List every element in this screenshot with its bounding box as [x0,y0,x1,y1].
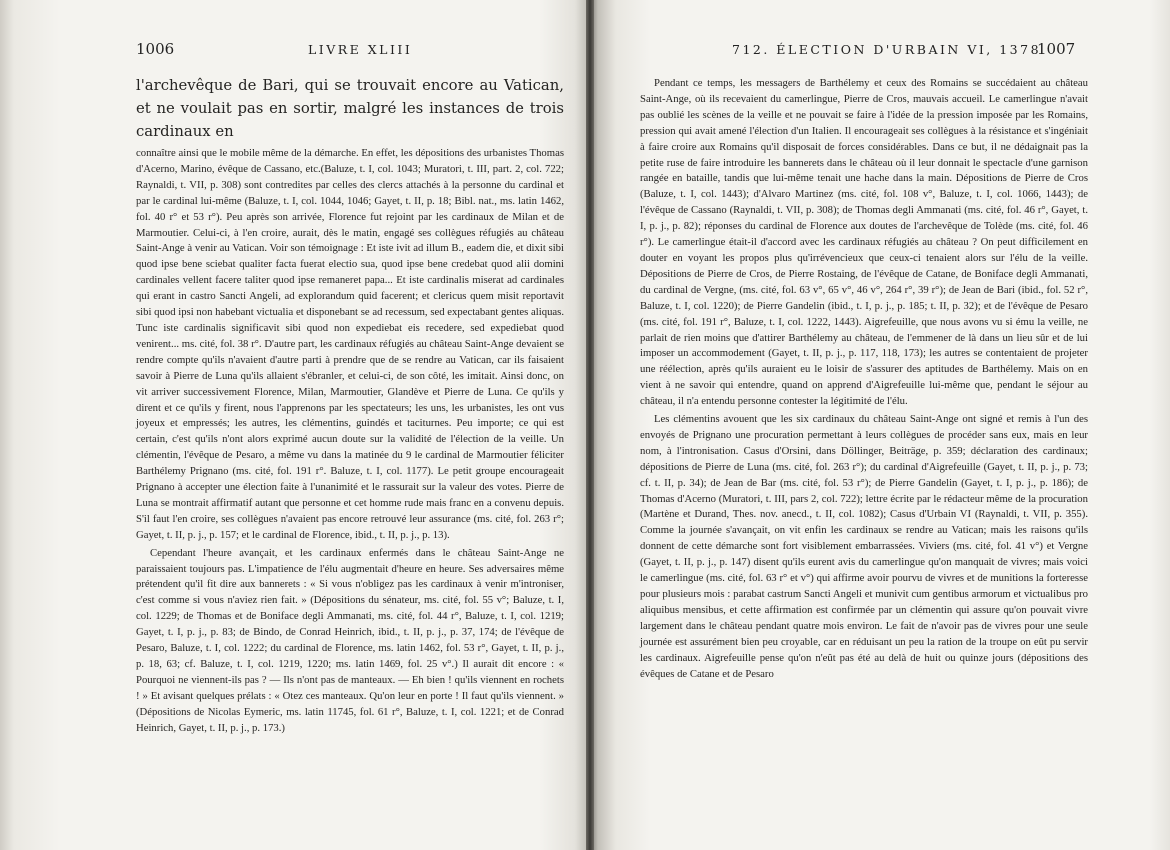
footnote-paragraph: Cependant l'heure avançait, et les cardinaux enfermés dans le château Saint-Ange ne paraissaient toujours pas. L'impatience de l'élu augmentait d'heure en heure. Ses adversaires même prétendent qu'il fit dire aux bannerets : « Si vous n'obligez pas les cardinaux à venir m'introniser, c'est comme si vous n'aviez rien fait. » (Dépositions du sénateur, ms. cité, fol. 55 v°; Baluze, t. I, col. 1229; de Thomas et de Boniface degli Ammanati, ms. cité, fol. 44 r°, Baluze, t. I, col. 1219; Gayet, t. I, p. j., p. 83; de Bindo, de Conrad Heinrich, ibid., t. II, p. j., p. 37, 174; de l'évêque de Pesaro, Baluze, t. I, col. 1222; du cardinal de Florence, ms. latin 1462, fol. 53 r°, Gayet, t. II, p. j., p. 18, 63; cf. Baluze, t. I, col. 1219, 1220; ms. latin 1469, fol. 25 v°.) Il aurait dit encore : « Pourquoi ne viennent-ils pas ? — Ils n'ont pas de manteaux. — Eh bien ! qu'ils viennent en rochets ! » Et avisant quelques prélats : « Otez ces manteaux. Qu'on leur en porte ! Il faut qu'ils viennent. » (Dépositions de Nicolas Eymeric, ms. latin 11745, fol. 61 r°, Baluze, t. I, col. 1221; et de Conrad Heinrich, Gayet, t. II, p. j., p. 173.) [136,546,564,734]
right-page [590,0,1170,850]
book-gutter [586,0,594,850]
right-body [640,74,1088,682]
running-head: 712. ÉLECTION D'URBAIN VI, 1378 [732,42,1042,57]
page-number: 1006 [136,40,175,58]
left-body [136,74,564,737]
footnote-paragraph: connaître ainsi que le mobile même de la démarche. En effet, les dépositions des urbanistes Thomas d'Acerno, Marino, évêque de Cassano, etc.(Baluze, t. I, col. 1043; Muratori, t. III, part. 2, col. 722; Raynaldi, t. VII, p. 308) sont contredites par celles des clercs attachés à la personne du cardinal et par le cardinal lui-même (Baluze, t. I, col. 1044, 1046; Gayet, t. II, p. 18; Bibl. nat., ms. latin 1462, fol. 40 r° et 53 r°). Peu après son arrivée, Florence fut rejoint par les cardinaux de Milan et de Marmoutier. Celui-ci, à l'en croire, aurait, dès le matin, engagé ses collègues réfugiés au château Saint-Ange à venir au Vatican. Voir son témoignage : Et iste ivit ad illum B., eadem die, et dixit sibi quod ipse bene sciebat qualiter facta fuerat electio sua, quod ipse bene credebat quod alii domini cardinales vellent facere taliter quod ipse remaneret papa... Et iste cardinalis miserat ad cardinales qui erant in castro Sancti Angeli, ad explorandum quid facerent; et clericus quem misit reportavit sibi quod ipsi non habebant victualia et disponebant se ad recessum, sed expectabant gentes aliquas. Tunc iste cardinalis significavit sibi quod non expediebat eis recedere, sed expediebat quod venirent... ms. cité, fol. 38 r°. D'autre part, les cardinaux réfugiés au château Saint-Ange devaient se rendre compte qu'ils n'avaient d'autre parti à prendre que de se rendre au Vatican, car ils faisaient savoir à Pierre de Luna qu'ils allaient s'ébranler, et celui-ci, de son côté, les imitait. Ainsi donc, on vit arriver successivement Florence, Milan, Marmoutier, Glandève et Pierre de Luna. Ce qu'ils y dirent et ce qu'ils y firent, nous l'apprenons par les spectateurs; les uns, les urbanistes, les ont vus joyeux et empressés; les autres, les clémentins, guindés et taciturnes. Peu importe; ce qui est certain, c'est qu'ils n'ont alors exprimé aucun doute sur la validité de l'élection de la veille. Un clémentin, l'évêque de Pesaro, a même vu dans la matinée du 9 le cardinal de Marmoutier féliciter Barthélemy Prignano (ms. cité, fol. 191 r°. Baluze, t. I, col. 1177). Le petit groupe encourageait Prignano à accepter une élection faite à l'unanimité et le rassurait sur la valeur des votes. Pierre de Luna se montrait affirmatif autant que personne et cet homme rude mais franc en a convenu depuis. S'il faut l'en croire, ses collègues n'avaient pas encore retrouvé leur assurance (ms. cité, fol. 263 r°; Gayet, t. II, p. j., p. 157; et le cardinal de Florence, ibid., t. II, p. j., p. 13). [136,147,564,541]
running-head: LIVRE XLIII [308,42,413,57]
footnote-paragraph: Les clémentins avouent que les six cardinaux du château Saint-Ange ont signé et remis à l'un des envoyés de Prignano une procuration permettant à leurs collègues de procéder sans eux, mais en leur nom, à l'intronisation. Casus d'Orsini, dans Döllinger, Beiträge, p. 359; déclaration des cardinaux; dépositions de Pierre de Luna (ms. cité, fol. 263 r°); du cardinal d'Aigrefeuille (Gayet, t. II, p. j., p. 73; cf. t. II, p. 34); de Jean de Bar (ms. cité, fol. 53 r°); de Pierre Gandelin (Gayet, t. I, p. j., p. 186); de Thomas d'Acerno (Muratori, t. III, pars 2, col. 722); lettre écrite par le rédacteur même de la procuration (Martène et Durand, Thes. nov. anecd., t. II, col. 1082); Casus d'Urbain VI (Raynaldi, t. VII, p. 355). Comme la journée s'avançait, on vit enfin les cardinaux se rendre au Vatican; mais les raisons qu'ils donnent de cette démarche sont fort visiblement embarrassées. Viviers (ms. cité, fol. 41 v°) et Vergne (Gayet, t. II, p. j., p. 147) disent qu'ils eurent avis du camerlingue qu'on manquait de vivres; mais voici le camerlingue (ms. cité, fol. 63 r° et v°) qui affirme avoir pourvu de vivres et de munitions la forteresse pour plusieurs mois : parabat castrum Sancti Angeli et munivit cum gentibus armorum et victualibus pro aliquibus mensibus, et cette affirmation est confirmée par un clémentin qui assure qu'on pouvait vivre largement dans le château pendant quatre mois environ. Le fait de n'avoir pas de vivres pour une seule journée est assurément bien peu croyable, car en réduisant un peu la ration de la troupe on eût pu servir les cardinaux. Aigrefeuille pense qu'on n'eût pas été au delà de huit ou quinze jours (dépositions des évêques de Catane et de Pesaro [640,413,1088,680]
page-number: 1007 [1037,40,1076,58]
main-text: l'archevêque de Bari, qui se trouvait encore au Vatican, et ne voulait pas en sortir, malgré les instances de trois cardinaux en [136,77,564,140]
footnote-paragraph: Pendant ce temps, les messagers de Barthélemy et ceux des Romains se succédaient au château Saint-Ange, où ils recevaient du camerlingue, Pierre de Cros, mauvais accueil. Le camerlingue n'avait pas oublié les scènes de la veille et ne pouvait se faire à l'idée de la pression imposée par les Romains, pression qui avait amené l'élection d'un Italien. Il encourageait ses collègues à la résistance et s'ingéniait à faire croire aux Romains qu'il disposait de forces considérables. Dans ce but, il ne dédaignait pas la petite ruse de faire introduire les bannerets dans le château où il leur donnait le spectacle d'une garnison rangée en bataille, tandis que lui-même tenait une hache dans la main. Dépositions de Pierre de Cros (Baluze, t. I, col. 1443); d'Alvaro Martinez (ms. cité, fol. 108 v°, Baluze, t. I, col. 1066, 1443); de l'évêque de Cassano (Raynaldi, t. VII, p. 308); de Thomas degli Ammanati (ms. cité, fol. 46 r°, Gayet, t. I, p. j., p. 82); réponses du cardinal de Florence aux doutes de l'archevêque de Tolède (ms. cité, fol. 46 r°). Le camerlingue était-il d'accord avec les cardinaux réfugiés au château ? On peut difficilement en douter en voyant les propos plus qu'irrévencieux que ceux-ci tenaient alors sur l'élu de la veille. Dépositions de Pierre de Cros, de Pierre Rostaing, de l'évêque de Catane, de Boniface degli Ammanati, du cardinal de Vergne, (ms. cité, fol. 63 v°, 65 v°, 46 v°, 264 r°, 39 r°); de Jean de Bari (ibid., fol. 52 r°, Baluze, t. I, col. 1220); de Pierre Gandelin (ibid., t. I, p. j., p. 185; t. II, p. 32); et de l'évêque de Pesaro (ms. cité, fol. 191 r°, Baluze, t. I, col. 1222, 1443). Aigrefeuille, que nous avons vu si ému la veille, ne parlait de rien moins que d'attirer Barthélemy au château, de l'emmener de là dans un lieu sûr et de lui imposer un accommodement (Gayet, t. II, p. j., p. 117, 118, 173); les autres se contentaient de projeter une réélection, après qu'ils auraient eu le loisir de s'assurer des aptitudes de Barthélemy. Mais on en vient à ne savoir qui entendre, quand on apprend d'Aigrefeuille lui-même que, pendant le séjour au château, il n'a entendu personne contester la légitimité de l'élu. [640,77,1088,408]
